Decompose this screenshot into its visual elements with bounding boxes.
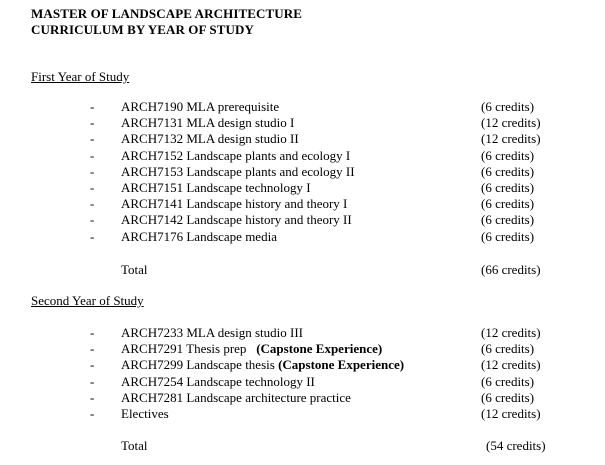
course-credits: (6 credits) [481,147,535,163]
course-row [0,164,605,180]
course-credits: (12 credits) [481,357,541,373]
course-credits: (6 credits) [481,163,535,179]
course-title: ARCH7254 Landscape technology II [121,373,315,389]
bullet: - [90,389,95,405]
capstone-note: (Capstone Experience) [256,341,383,357]
title-line-1: MASTER OF LANDSCAPE ARCHITECTURE [31,6,303,21]
course-name: ARCH7151 Landscape technology I [121,179,311,195]
course-row [0,229,605,245]
course-name: ARCH7141 Landscape history and theory I [121,196,348,212]
bullet: - [90,357,95,373]
bullet: - [90,341,95,357]
first-year-total-row [0,262,605,278]
course-row [0,357,605,373]
course-credits: (12 credits) [481,325,541,340]
bullet: - [90,99,95,114]
course-name: ARCH7132 MLA design studio II [121,131,299,147]
course-row [0,374,605,390]
course-title: ARCH7291 Thesis prep [121,341,247,357]
course-credits: (12 credits) [481,405,541,421]
course-name: ARCH7131 MLA design studio I [121,115,295,131]
bullet: - [90,163,95,179]
course-name [121,357,404,373]
course-name: ARCH7176 Landscape media [121,228,277,244]
second-year-heading: Second Year of Study [31,293,144,308]
course-name [121,374,315,390]
total-credits: (66 credits) [481,262,541,277]
course-credits: (6 credits) [481,179,535,195]
capstone-note: (Capstone Experience) [278,357,405,373]
title-line-2: CURRICULUM BY YEAR OF STUDY [31,22,254,37]
course-name: ARCH7153 Landscape plants and ecology II [121,163,355,179]
first-year-course-list [0,99,605,245]
course-row [0,99,605,115]
course-row [0,325,605,341]
total-label: Total [121,438,148,453]
total-label: Total [121,262,148,277]
first-year-heading: First Year of Study [31,69,130,84]
bullet: - [90,228,95,244]
course-row [0,341,605,357]
course-row [0,196,605,212]
bullet: - [90,212,95,228]
course-credits: (6 credits) [481,228,535,244]
course-name [121,341,382,357]
course-title: ARCH7233 MLA design studio III [121,325,303,340]
course-credits: (6 credits) [481,389,535,405]
course-row [0,406,605,422]
course-row [0,180,605,196]
course-name: ARCH7152 Landscape plants and ecology I [121,147,351,163]
total-credits: (54 credits) [486,438,546,453]
course-name [121,406,169,422]
bullet: - [90,115,95,131]
course-row [0,148,605,164]
course-row [0,115,605,131]
second-year-course-list [0,325,605,422]
course-row [0,131,605,147]
course-name [121,390,351,406]
course-credits: (6 credits) [481,196,535,212]
bullet: - [90,405,95,421]
course-credits: (6 credits) [481,341,535,357]
document-title [31,6,302,38]
course-credits: (6 credits) [481,212,535,228]
course-credits: (6 credits) [481,99,535,114]
course-name [121,325,303,341]
bullet: - [90,325,95,340]
course-name: ARCH7190 MLA prerequisite [121,99,280,114]
course-row [0,212,605,228]
second-year-total-row [0,438,605,454]
course-title: ARCH7281 Landscape architecture practice [121,389,351,405]
bullet: - [90,131,95,147]
bullet: - [90,196,95,212]
bullet: - [90,147,95,163]
course-name: ARCH7142 Landscape history and theory II [121,212,352,228]
course-credits: (12 credits) [481,131,541,147]
course-title: ARCH7299 Landscape thesis [121,357,275,373]
bullet: - [90,179,95,195]
course-row [0,390,605,406]
course-title: Electives [121,405,169,421]
course-credits: (12 credits) [481,115,541,131]
course-credits: (6 credits) [481,373,535,389]
bullet: - [90,373,95,389]
